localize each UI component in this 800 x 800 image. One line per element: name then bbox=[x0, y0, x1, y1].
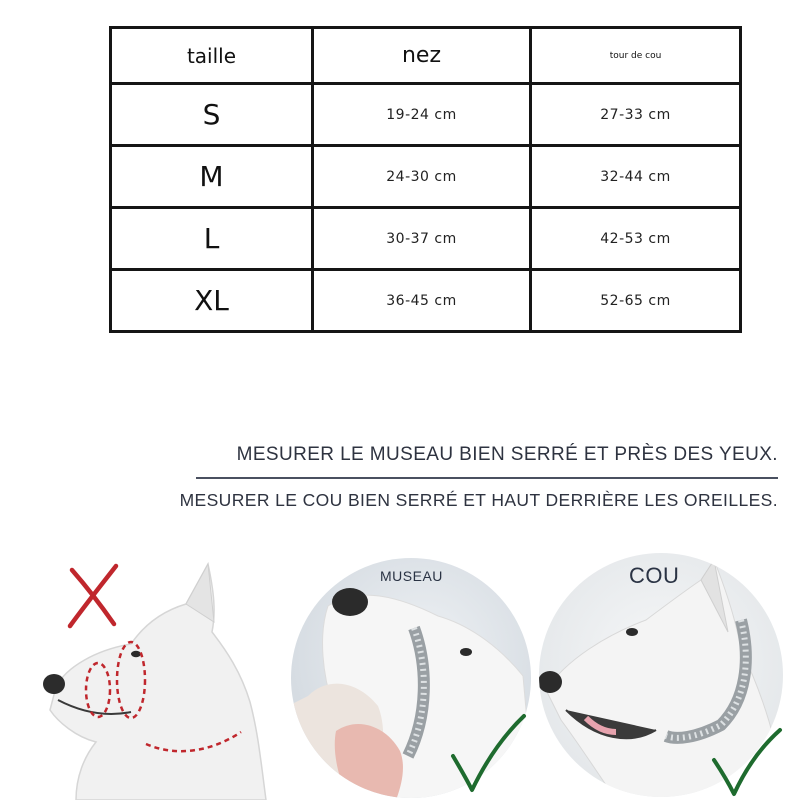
size-label: S bbox=[111, 84, 313, 146]
neck-value: 27-33 cm bbox=[531, 84, 741, 146]
neck-caption: COU bbox=[629, 563, 680, 588]
table-row bbox=[111, 270, 741, 332]
divider bbox=[196, 477, 778, 479]
header-size: taille bbox=[111, 28, 313, 84]
nose-value: 19-24 cm bbox=[313, 84, 531, 146]
nose-value: 24-30 cm bbox=[313, 146, 531, 208]
header-neck: tour de cou bbox=[531, 28, 741, 84]
muzzle-photo bbox=[288, 556, 534, 800]
table-row bbox=[111, 208, 741, 270]
neck-value: 52-65 cm bbox=[531, 270, 741, 332]
size-label: L bbox=[111, 208, 313, 270]
neck-value: 42-53 cm bbox=[531, 208, 741, 270]
muzzle-caption: MUSEAU bbox=[380, 568, 443, 584]
table-header-row bbox=[111, 28, 741, 84]
size-table bbox=[109, 26, 742, 333]
muzzle-instruction: MESURER LE MUSEAU BIEN SERRÉ ET PRÈS DES YEUX. bbox=[236, 444, 778, 465]
size-label: M bbox=[111, 146, 313, 208]
neck-instruction: MESURER LE COU BIEN SERRÉ ET HAUT DERRIÈRE LES OREILLES. bbox=[179, 490, 778, 510]
table-row bbox=[111, 84, 741, 146]
neck-value: 32-44 cm bbox=[531, 146, 741, 208]
wrong-measurement-photo bbox=[36, 552, 286, 800]
nose-value: 30-37 cm bbox=[313, 208, 531, 270]
nose-value: 36-45 cm bbox=[313, 270, 531, 332]
header-nose: nez bbox=[313, 28, 531, 84]
table-row bbox=[111, 146, 741, 208]
size-label: XL bbox=[111, 270, 313, 332]
